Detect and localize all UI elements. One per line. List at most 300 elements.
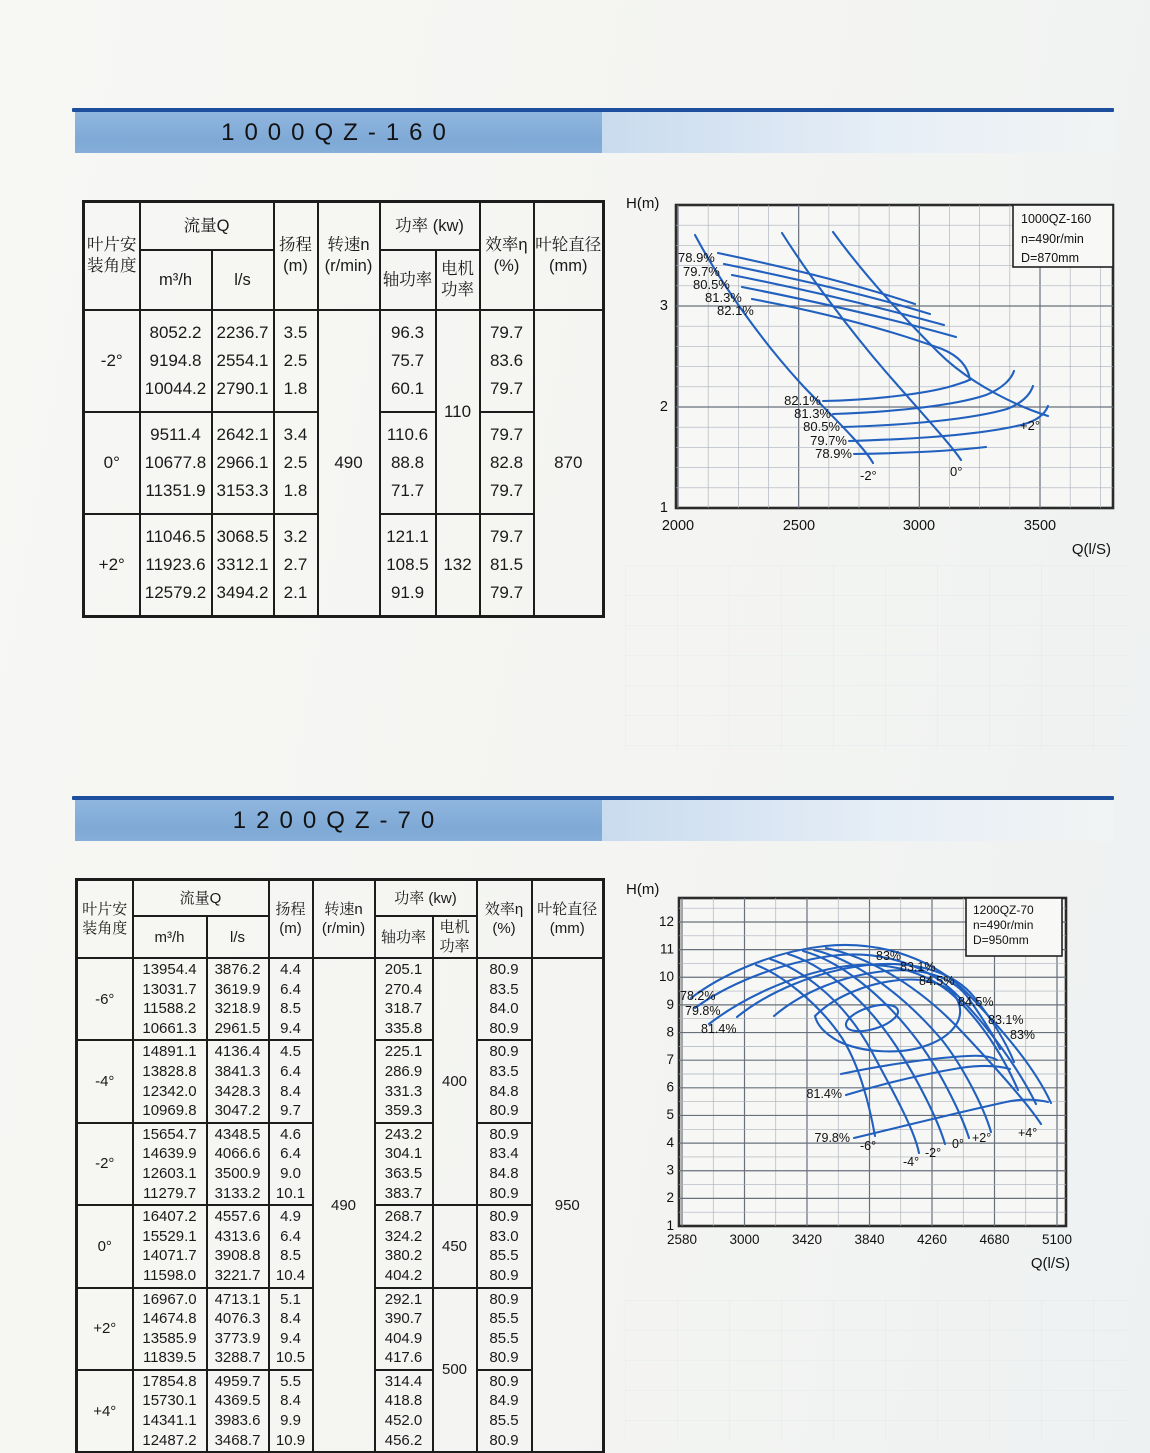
value-line: 2.5 [283,453,308,472]
value-line: 3133.2 [214,1184,261,1202]
value-line: 10.4 [275,1266,306,1284]
angle-label: -2° [860,468,877,483]
value-line: 324.2 [384,1227,423,1245]
head-cell [269,1370,313,1453]
value-line: 2.7 [283,555,308,574]
head-cell [269,1288,313,1370]
shaft-power-cell [375,1288,433,1370]
motor-power-cell: 500 [433,1288,477,1453]
model-title-1: 1000QZ-160 [221,118,456,146]
value-line: 83.5 [489,980,519,998]
value-line: 243.2 [384,1125,423,1143]
head-cell [269,1205,313,1287]
angle-cell: +4° [77,1370,133,1453]
y-tick: 3 [659,298,668,314]
value-line: 13954.4 [142,961,197,978]
value-line: 8.4 [280,1082,301,1100]
spec-table-1000qz160 [82,200,605,618]
value-line: 80.9 [489,1208,519,1226]
y-tick: 1 [666,1218,674,1233]
value-line: 3876.2 [214,961,261,978]
value-line: 83.6 [489,351,524,370]
value-line: 121.1 [386,527,429,546]
flow-ls-cell [207,958,269,1040]
value-line: 9511.4 [150,425,201,444]
value-line: 14071.7 [142,1247,197,1265]
value-line: 3288.7 [214,1349,261,1367]
shaft-power-cell [375,1370,433,1453]
value-line: 314.4 [384,1372,423,1390]
value-line: 71.7 [390,481,425,500]
head-cell [274,514,318,617]
value-line: 380.2 [384,1247,423,1265]
efficiency-label: 80.5% [693,277,730,292]
flow-ls-cell [212,310,274,412]
x-tick: 2000 [661,518,695,534]
value-line: 13828.8 [142,1062,197,1080]
efficiency-cell [480,412,534,514]
y-tick: 11 [659,941,674,957]
value-line: 11351.9 [145,481,206,500]
x-tick: 3840 [854,1232,885,1247]
value-line: 3047.2 [214,1102,261,1120]
value-line: 4557.6 [214,1208,261,1226]
value-line: 10.9 [275,1431,306,1449]
y-tick: 6 [666,1079,674,1095]
efficiency-label: 79.7% [683,264,720,279]
value-line: 60.1 [390,379,425,398]
header-efficiency: 效率η (%) [480,202,534,311]
header-ls: l/s [212,250,274,310]
value-line: 83.4 [489,1145,519,1163]
value-line: 4.6 [280,1125,301,1143]
table-row [84,310,604,412]
angle-cell: +2° [84,514,140,617]
header-power: 功率 (kw) [375,880,477,917]
value-line: 79.7 [489,379,524,398]
value-line: 404.2 [384,1266,423,1284]
value-line: 4313.6 [214,1227,261,1245]
legend-line: n=490r/min [973,918,1034,932]
value-line: 3773.9 [214,1329,261,1347]
header-ls: l/s [207,916,269,958]
efficiency-label: 79.7% [810,433,847,448]
value-line: 80.9 [489,1125,519,1143]
value-line: 10044.2 [144,379,207,398]
y-tick: 5 [666,1107,674,1122]
value-line: 16967.0 [142,1290,197,1308]
value-line: 225.1 [384,1043,423,1061]
angle-cell: +2° [77,1288,133,1370]
x-tick: 5100 [1041,1232,1073,1247]
value-line: 84.0 [489,1000,519,1018]
head-cell [274,310,318,412]
value-line: 2790.1 [216,379,269,398]
efficiency-label: 79.8% [685,1004,721,1018]
angle-cell: -2° [77,1123,133,1205]
diameter-cell: 950 [532,958,604,1453]
value-line: 270.4 [384,980,423,998]
y-tick: 3 [666,1162,674,1178]
x-tick: 4680 [979,1232,1010,1247]
efficiency-label: 78.2% [680,989,716,1003]
shaft-power-cell [380,412,436,514]
value-line: 9.0 [280,1164,301,1182]
value-line: 17854.8 [142,1372,197,1390]
value-line: 2.5 [283,351,308,370]
legend-line: D=950mm [973,933,1029,947]
value-line: 9.9 [280,1412,301,1430]
value-line: 79.7 [489,425,524,444]
efficiency-label: 81.4% [806,1087,842,1101]
value-line: 10.1 [275,1184,306,1202]
value-line: 108.5 [386,555,429,574]
value-line: 456.2 [384,1431,423,1449]
y-tick: 9 [666,997,674,1012]
legend-line: 1200QZ-70 [973,903,1034,917]
value-line: 268.7 [384,1208,423,1226]
header-power: 功率 (kw) [380,202,480,251]
x-tick: 4260 [916,1232,948,1247]
head-cell [269,958,313,1040]
value-line: 3218.9 [214,1000,261,1018]
value-line: 80.9 [489,1102,519,1120]
value-line: 11923.6 [145,555,206,574]
value-line: 3500.9 [214,1164,261,1182]
value-line: 11598.0 [142,1266,197,1284]
value-line: 12342.0 [142,1082,197,1100]
value-line: 79.7 [489,583,524,602]
value-line: 9.4 [280,1329,301,1347]
head-cell [269,1040,313,1122]
value-line: 110.6 [386,425,429,444]
header-motor-power: 电机 功率 [433,916,477,958]
banner-2 [75,800,602,841]
value-line: 15654.7 [142,1125,197,1143]
value-line: 417.6 [384,1349,423,1367]
value-line: 13031.7 [142,980,197,998]
value-line: 80.9 [489,1266,519,1284]
value-line: 3.2 [283,527,308,546]
angle-label: +4° [1018,1126,1038,1140]
speed-cell: 490 [318,310,380,617]
efficiency-label: 78.9% [678,250,715,265]
header-diameter: 叶轮直径 (mm) [534,202,604,311]
value-line: 81.5 [489,555,524,574]
value-line: 4959.7 [214,1372,261,1390]
value-line: 4713.1 [214,1290,261,1308]
value-line: 14341.1 [142,1412,197,1430]
value-line: 82.8 [489,453,524,472]
value-line: 79.7 [489,527,524,546]
flow-ls-cell [207,1288,269,1370]
value-line: 5.1 [280,1290,301,1308]
flow-m3h-cell [133,1288,207,1370]
header-efficiency: 效率η (%) [477,880,532,959]
value-line: 4.5 [280,1043,301,1061]
value-line: 3068.5 [216,527,269,546]
angle-cell: 0° [84,412,140,514]
y-axis-title: H(m) [626,195,660,212]
efficiency-cell [480,514,534,617]
value-line: 9194.8 [149,351,202,370]
flow-m3h-cell [133,1040,207,1122]
value-line: 79.7 [489,323,524,342]
header-blade-angle: 叶片安 装角度 [77,880,133,959]
value-line: 12487.2 [142,1431,197,1449]
value-line: 3153.3 [216,481,269,500]
value-line: 383.7 [384,1184,423,1202]
value-line: 8.4 [280,1310,301,1328]
efficiency-label: 80.5% [803,419,840,434]
angle-label: +2° [972,1131,992,1145]
header-head: 扬程 (m) [274,202,318,311]
efficiency-label: 83% [1010,1028,1036,1042]
flow-ls-cell [207,1123,269,1205]
value-line: 11279.7 [142,1184,197,1202]
performance-chart-1000qz160 [620,190,1135,565]
value-line: 6.4 [280,1145,301,1163]
value-line: 8.5 [280,1000,301,1018]
value-line: 4.9 [280,1208,301,1226]
legend-line: 1000QZ-160 [1021,212,1092,226]
value-line: 11839.5 [142,1349,197,1367]
efficiency-cell [480,310,534,412]
shaft-power-cell [375,1040,433,1122]
angle-label: -4° [903,1155,920,1169]
flow-ls-cell [212,412,274,514]
value-line: 3983.6 [214,1412,261,1430]
legend-line: n=490r/min [1021,232,1084,246]
value-line: 12579.2 [144,583,207,602]
x-tick: 3420 [791,1232,823,1247]
angle-label: 0° [950,464,963,479]
value-line: 80.9 [489,1349,519,1367]
value-line: 359.3 [384,1102,423,1120]
angle-label: +2° [1020,418,1041,433]
efficiency-cell [477,1040,532,1122]
efficiency-cell [477,1370,532,1453]
flow-m3h-cell [133,1205,207,1287]
head-cell [269,1123,313,1205]
value-line: 80.9 [489,1043,519,1061]
flow-m3h-cell [133,1370,207,1453]
value-line: 452.0 [384,1412,423,1430]
value-line: 4.4 [280,961,301,978]
value-line: 80.9 [489,961,519,978]
efficiency-label: 79.8% [814,1131,850,1145]
value-line: 363.5 [384,1164,423,1182]
x-tick: 3000 [902,518,936,534]
header-shaft-power: 轴功率 [375,916,433,958]
value-line: 2966.1 [216,453,269,472]
value-line: 3428.3 [214,1082,261,1100]
value-line: 2642.1 [216,425,269,444]
angle-label: -6° [860,1139,877,1153]
flow-m3h-cell [133,1123,207,1205]
y-tick: 2 [666,1190,674,1205]
header-motor-power: 电机 功率 [436,250,480,310]
value-line: 8052.2 [149,323,202,342]
value-line: 13585.9 [142,1329,197,1347]
value-line: 14891.1 [142,1043,197,1061]
flow-m3h-cell [140,412,212,514]
value-line: 84.9 [489,1392,519,1410]
value-line: 205.1 [384,961,423,978]
angle-cell: -4° [77,1040,133,1122]
y-tick: 12 [658,914,674,929]
angle-label: 0° [952,1137,964,1151]
value-line: 10969.8 [142,1102,197,1120]
y-tick: 7 [666,1052,674,1067]
value-line: 4369.5 [214,1392,261,1410]
header-head: 扬程 (m) [269,880,313,959]
chart-svg-1 [620,190,1135,565]
motor-power-cell: 110 [436,310,480,514]
value-line: 80.9 [489,1372,519,1390]
value-line: 2.1 [283,583,308,602]
y-tick: 2 [659,399,668,415]
efficiency-cell [477,1123,532,1205]
angle-cell: -6° [77,958,133,1040]
header-flow: 流量Q [140,202,274,251]
value-line: 6.4 [280,1062,301,1080]
value-line: 14674.8 [142,1310,197,1328]
value-line: 6.4 [280,1227,301,1245]
spec-table-1200qz70 [75,878,605,1453]
value-line: 3494.2 [216,583,269,602]
shaft-power-cell [380,514,436,617]
value-line: 292.1 [384,1290,423,1308]
value-line: 80.9 [489,1431,519,1449]
value-line: 1.8 [283,481,308,500]
model-title-2: 1200QZ-70 [232,806,445,834]
value-line: 335.8 [384,1019,423,1037]
x-tick: 2580 [666,1232,698,1247]
efficiency-label: 82.1% [717,303,754,318]
value-line: 96.3 [390,323,425,342]
efficiency-cell [477,958,532,1040]
x-axis-title: Q(l/S) [1030,1255,1070,1272]
value-line: 84.8 [489,1082,519,1100]
value-line: 10677.8 [144,453,207,472]
value-line: 10.5 [275,1349,306,1367]
y-tick: 10 [658,969,674,984]
motor-power-cell: 450 [433,1205,477,1287]
shaft-power-cell [375,1205,433,1287]
header-m3h: m³/h [140,250,212,310]
banner-1 [75,112,602,153]
value-line: 390.7 [384,1310,423,1328]
value-line: 4348.5 [214,1125,261,1143]
value-line: 4136.4 [214,1043,261,1061]
angle-cell: 0° [77,1205,133,1287]
performance-chart-1200qz70 [620,876,1135,1276]
head-cell [274,412,318,514]
speed-cell: 490 [313,958,375,1453]
efficiency-cell [477,1205,532,1287]
motor-power-cell: 400 [433,958,477,1205]
flow-m3h-cell [140,514,212,617]
x-tick: 3500 [1023,518,1057,534]
value-line: 1.8 [283,379,308,398]
value-line: 4066.6 [214,1145,261,1163]
value-line: 418.8 [384,1392,423,1410]
header-speed: 转速n (r/min) [318,202,380,311]
banner-fade-1 [602,112,1113,153]
value-line: 6.4 [280,980,301,998]
value-line: 80.9 [489,1290,519,1308]
flow-ls-cell [207,1205,269,1287]
value-line: 304.1 [384,1145,423,1163]
value-line: 5.5 [280,1372,301,1390]
value-line: 75.7 [390,351,425,370]
value-line: 85.5 [489,1310,519,1328]
y-tick: 4 [666,1135,674,1150]
shaft-power-cell [375,958,433,1040]
value-line: 83.0 [489,1227,519,1245]
value-line: 79.7 [489,481,524,500]
flow-m3h-cell [133,958,207,1040]
value-line: 16407.2 [142,1208,197,1226]
value-line: 15529.1 [142,1227,197,1245]
banner-fade-2 [602,800,1113,841]
chart-svg-2 [620,876,1135,1276]
value-line: 3619.9 [214,980,261,998]
legend-line: D=870mm [1021,251,1080,265]
value-line: 404.9 [384,1329,423,1347]
angle-cell: -2° [84,310,140,412]
efficiency-label: 82.1% [784,393,821,408]
efficiency-cell [477,1288,532,1370]
value-line: 8.5 [280,1247,301,1265]
value-line: 9.4 [280,1019,301,1037]
flow-ls-cell [212,514,274,617]
x-tick: 3000 [729,1232,760,1247]
value-line: 286.9 [384,1062,423,1080]
x-axis-title: Q(l/S) [1071,541,1111,558]
value-line: 83.5 [489,1062,519,1080]
efficiency-label: 83.1% [900,960,936,974]
value-line: 8.4 [280,1392,301,1410]
header-shaft-power: 轴功率 [380,250,436,310]
header-diameter: 叶轮直径 (mm) [532,880,604,959]
shaft-power-cell [375,1123,433,1205]
value-line: 2554.1 [216,351,269,370]
value-line: 91.9 [390,583,425,602]
y-tick: 8 [666,1024,674,1040]
value-line: 3.4 [283,425,308,444]
flow-ls-cell [207,1040,269,1122]
print-bleed-ghost [625,1300,1130,1440]
value-line: 85.5 [489,1247,519,1265]
value-line: 80.9 [489,1184,519,1202]
value-line: 85.5 [489,1329,519,1347]
x-tick: 2500 [782,518,816,534]
efficiency-label: 84.5% [958,995,994,1009]
efficiency-label: 83% [876,949,902,963]
value-line: 10661.3 [142,1019,197,1037]
diameter-cell: 870 [534,310,604,617]
value-line: 331.3 [384,1082,423,1100]
value-line: 3841.3 [214,1062,261,1080]
value-line: 84.8 [489,1164,519,1182]
header-flow: 流量Q [133,880,269,917]
value-line: 11588.2 [142,1000,197,1018]
header-m3h: m³/h [133,916,207,958]
shaft-power-cell [380,310,436,412]
efficiency-label: 81.3% [794,406,831,421]
